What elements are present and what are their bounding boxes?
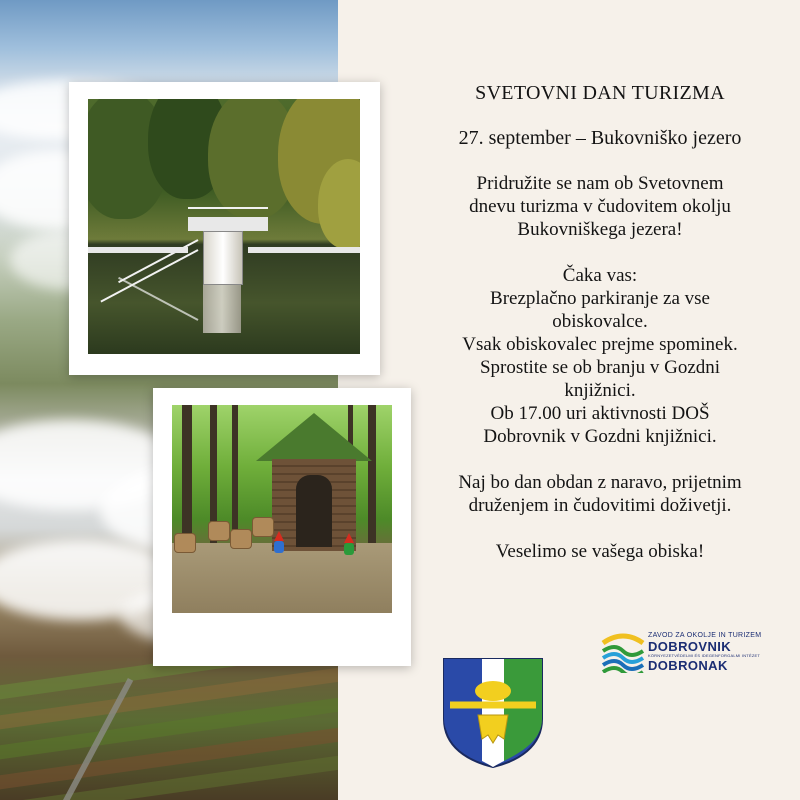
event-text-column	[400, 78, 800, 563]
offer-line: knjižnici.	[564, 380, 636, 401]
offer-line: Dobrovnik v Gozdni knjižnici.	[483, 426, 717, 447]
tourism-institute-logo-text	[648, 632, 761, 672]
lake-tower-photo	[88, 99, 360, 354]
tourism-institute-logo-icon	[601, 633, 645, 673]
forest-library-photo	[172, 405, 392, 613]
logo-line: ZAVOD ZA OKOLJE IN TURIZEM	[648, 632, 762, 639]
page-title: SVETOVNI DAN TURIZMA	[475, 82, 725, 104]
intro-line: Bukovniškega jezera!	[517, 219, 683, 240]
offer-line: Vsak obiskovalec prejme spominek.	[462, 334, 738, 355]
logo-line: DOBRONAK	[648, 658, 728, 673]
offer-line: Sprostite se ob branju v Gozdni	[479, 357, 721, 378]
closing-line: druženjem in čudovitimi doživetji.	[468, 495, 732, 516]
closing-line: Naj bo dan obdan z naravo, prijetnim	[458, 472, 742, 493]
intro-paragraph	[400, 172, 800, 241]
offer-line: Čaka vas:	[562, 265, 638, 286]
logo-line: DOBROVNIK	[648, 639, 732, 654]
coat-of-arms-icon	[442, 657, 544, 769]
offer-paragraph	[400, 264, 800, 448]
intro-line: dnevu turizma v čudovitem okolju	[469, 196, 731, 217]
offer-line: obiskovalce.	[552, 311, 648, 332]
intro-line: Pridružite se nam ob Svetovnem	[476, 173, 724, 194]
closing-paragraph	[400, 471, 800, 517]
logo-line: KÖRNYEZETVÉDELMI ÉS IDEGENFORGALMI INTÉZET	[648, 653, 760, 658]
offer-line: Ob 17.00 uri aktivnosti DOŠ	[490, 403, 710, 424]
offer-line: Brezplačno parkiranje za vse	[490, 288, 710, 309]
farewell-text: Veselimo se vašega obiska!	[495, 541, 705, 562]
forest-library-photo-card	[153, 388, 411, 666]
lake-photo-card	[69, 82, 380, 375]
event-date-location: 27. september – Bukovniško jezero	[458, 127, 742, 149]
